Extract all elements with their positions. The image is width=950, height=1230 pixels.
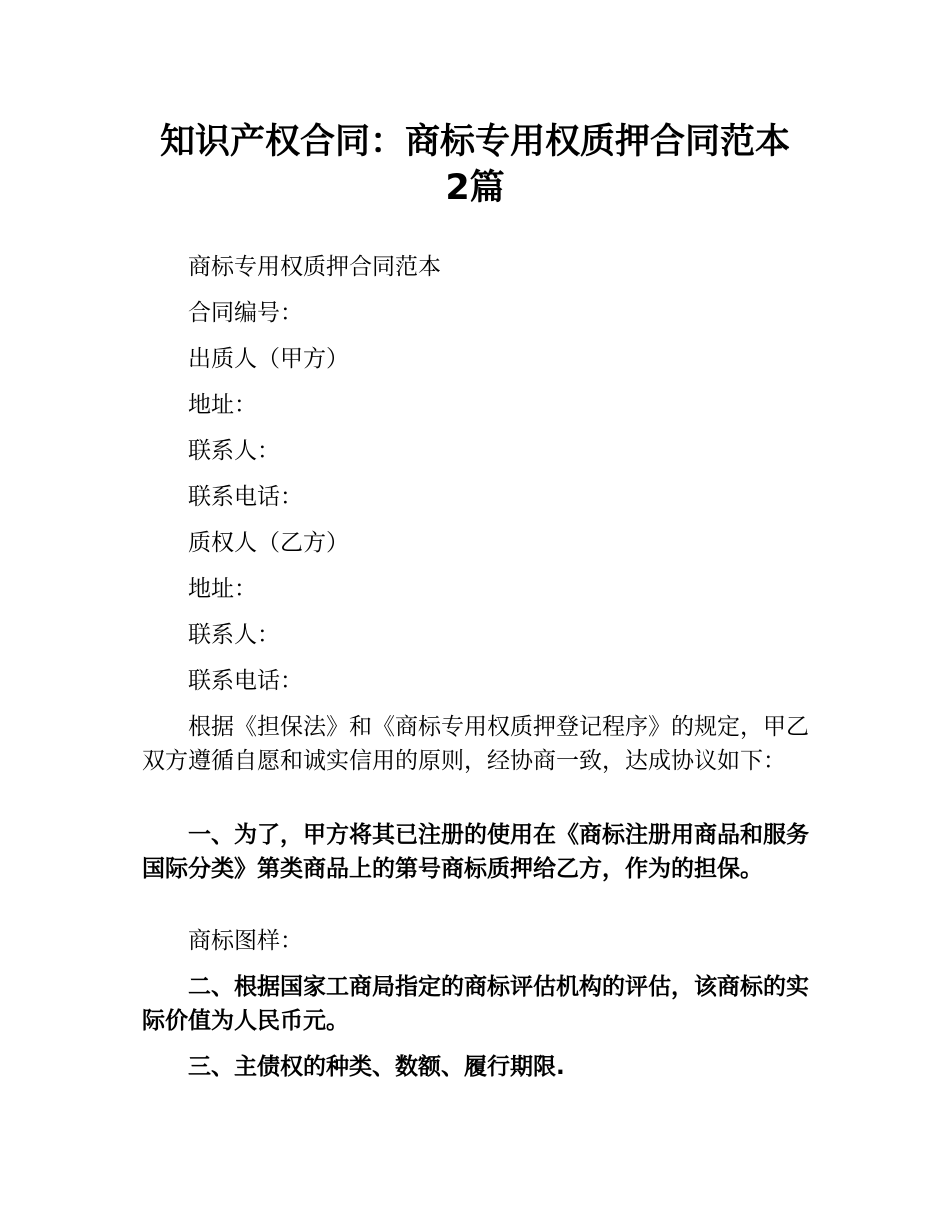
paragraph-preamble: 根据《担保法》和《商标专用权质押登记程序》的规定，甲乙双方遵循自愿和诚实信用的原则，经协商一致，达成协议如下： bbox=[142, 714, 809, 774]
paragraph-contract-number: 合同编号： bbox=[188, 300, 303, 326]
paragraph-clause-2: 二、根据国家工商局指定的商标评估机构的评估，该商标的实际价值为人民币元。 bbox=[142, 974, 809, 1034]
paragraph-pledgor-contact: 联系人： bbox=[188, 438, 280, 464]
paragraph-trademark-sample: 商标图样： bbox=[188, 928, 303, 954]
paragraph-clause-1: 一、为了，甲方将其已注册的使用在《商标注册用商品和服务国际分类》第类商品上的第号商标质押给乙方，作为的担保。 bbox=[142, 822, 809, 882]
paragraph-pledgee: 质权人（乙方） bbox=[188, 530, 349, 556]
paragraph-pledgee-phone: 联系电话： bbox=[188, 668, 303, 694]
paragraph-pledgor: 出质人（甲方） bbox=[188, 346, 349, 372]
paragraph-pledgee-address: 地址： bbox=[188, 576, 257, 602]
paragraph-contract-name: 商标专用权质押合同范本 bbox=[188, 254, 441, 280]
paragraph-pledgor-phone: 联系电话： bbox=[188, 484, 303, 510]
document-title-line-2: 2篇 bbox=[445, 168, 505, 208]
paragraph-pledgee-contact: 联系人： bbox=[188, 622, 280, 648]
document-title-line-1: 知识产权合同：商标专用权质押合同范本 bbox=[159, 122, 790, 162]
paragraph-pledgor-address: 地址： bbox=[188, 392, 257, 418]
paragraph-clause-3: 三、主债权的种类、数额、履行期限. bbox=[188, 1054, 565, 1080]
